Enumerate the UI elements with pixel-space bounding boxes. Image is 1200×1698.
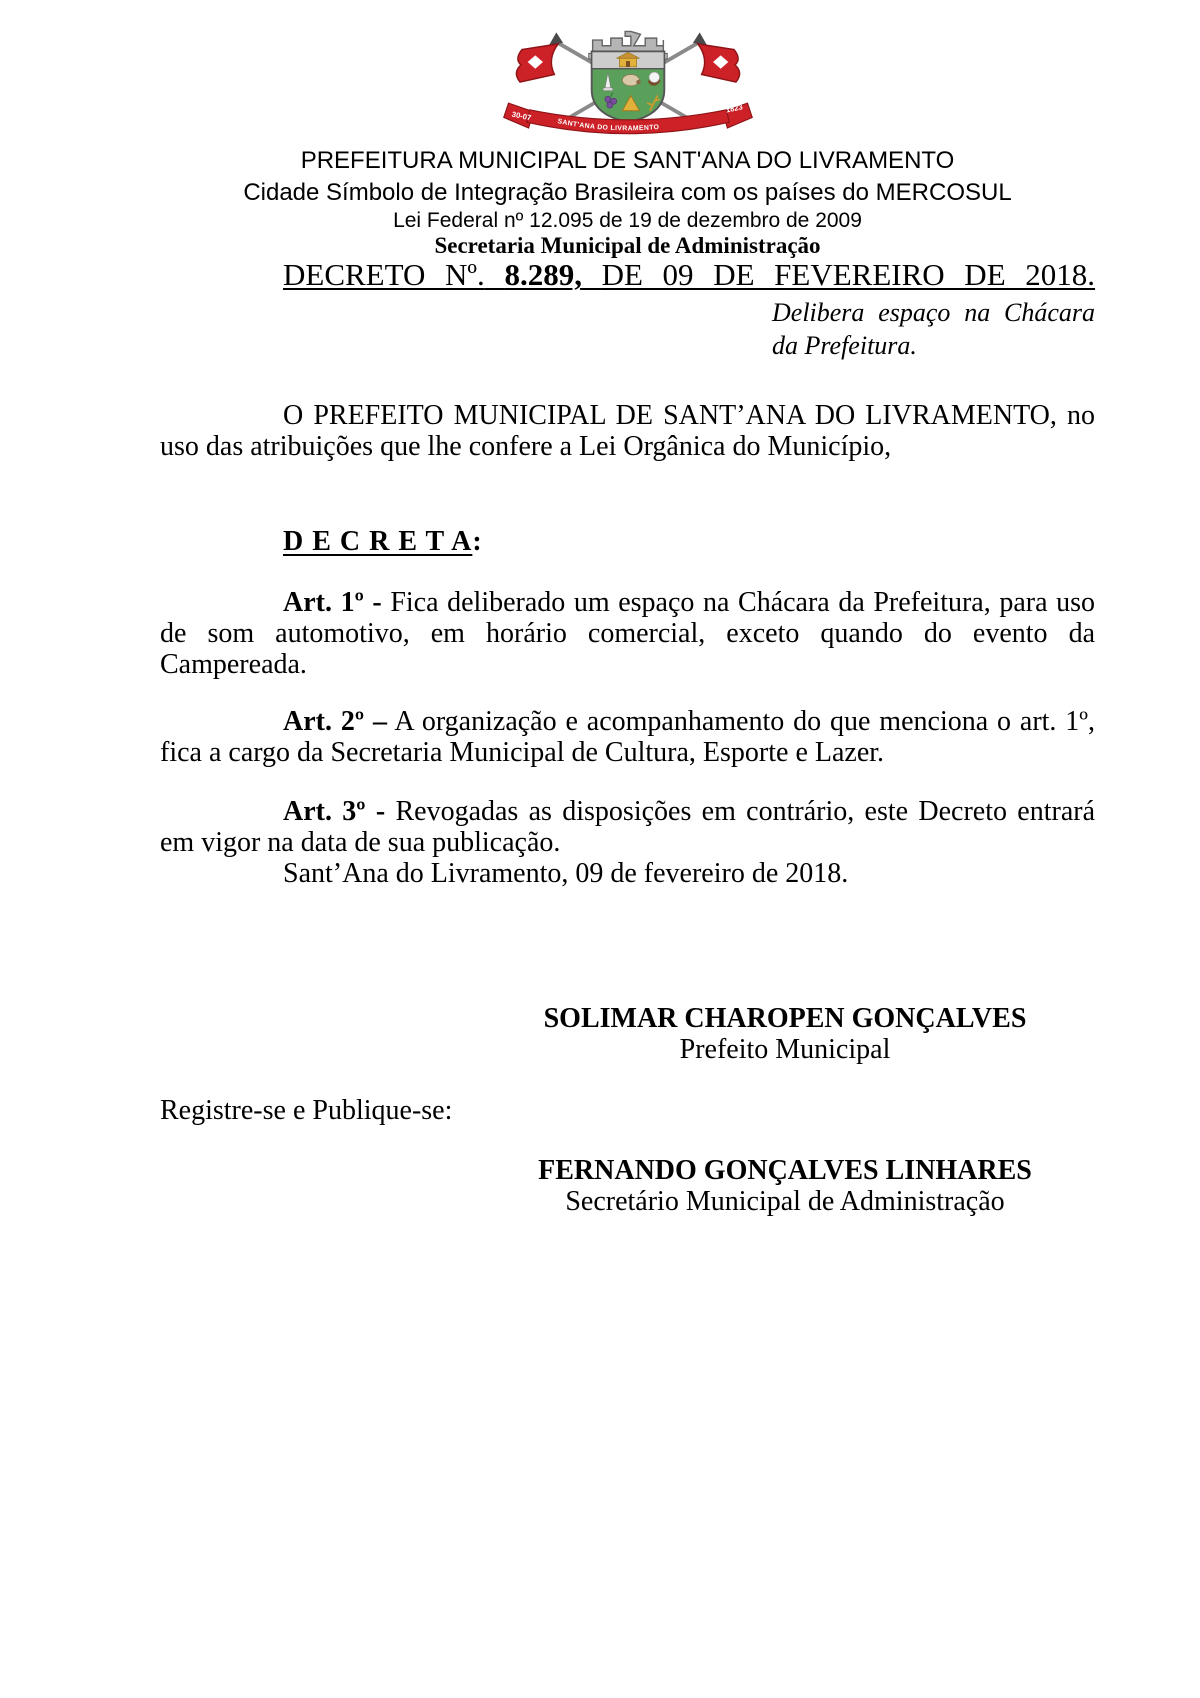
article-2-text: A organização e acompanhamento do que menciona o art. 1º, fica a cargo da Secretaria Municipal de Cultura, Esporte e Lazer.: [160, 706, 1095, 768]
dateline: Sant’Ana do Livramento, 09 de fevereiro de 2018.: [283, 858, 849, 889]
coat-of-arms-icon: [499, 28, 757, 140]
ribbon-right-text: 1823: [724, 102, 743, 115]
mayor-signature-block: [535, 1003, 1035, 1065]
ribbon-left-text: 30-07: [510, 109, 532, 123]
article-1-text: Fica deliberado um espaço na Chácara da Prefeitura, para uso de som automotivo, em horário comercial, exceto quando do evento da Campereada.: [160, 587, 1095, 680]
flag-icon: [516, 44, 558, 82]
article-1: [160, 587, 1095, 680]
decree-number: 8.289,: [504, 257, 582, 292]
article-3: [160, 796, 1095, 858]
decreta-heading-colon: :: [472, 526, 483, 557]
header-line-2: Cidade Símbolo de Integração Brasileira com os países do MERCOSUL: [243, 179, 1012, 206]
header-line-1: PREFEITURA MUNICIPAL DE SANT'ANA DO LIVRAMENTO: [300, 147, 955, 174]
emblem-row: [160, 0, 1095, 140]
article-3-label: Art. 3º -: [283, 796, 386, 827]
shield-icon: [591, 52, 664, 123]
article-1-label: Art. 1º -: [283, 587, 382, 618]
header-line-4: Secretaria Municipal de Administração: [434, 233, 821, 258]
secretary-role: Secretário Municipal de Administração: [565, 1186, 1005, 1217]
ementa-summary: Delibera espaço na Chácara da Prefeitura.: [772, 298, 1095, 360]
article-2: [160, 706, 1095, 768]
secretary-signature-block: [535, 1155, 1035, 1217]
header-line-3: Lei Federal nº 12.095 de 19 de dezembro de 2009: [393, 209, 862, 232]
secretary-name: FERNANDO GONÇALVES LINHARES: [538, 1155, 1032, 1186]
decree-title-suffix: DE 09 DE FEVEREIRO DE 2018.: [601, 257, 1096, 292]
register-publish-line: Registre-se e Publique-se:: [160, 1095, 453, 1126]
decree-title-prefix: DECRETO Nº.: [283, 257, 485, 292]
mayor-name: SOLIMAR CHAROPEN GONÇALVES: [543, 1003, 1027, 1034]
decree-title: [283, 259, 1095, 291]
ribbon-center-text: SANT'ANA DO LIVRAMENTO: [556, 118, 660, 133]
preamble-paragraph: O PREFEITO MUNICIPAL DE SANT’ANA DO LIVRAMENTO, no uso das atribuições que lhe confere a Lei Orgânica do Município,: [160, 400, 1095, 462]
mayor-role: Prefeito Municipal: [679, 1034, 891, 1065]
article-3-text: Revogadas as disposições em contrário, este Decreto entrará em vigor na data de sua publicação.: [160, 796, 1096, 858]
decreta-heading-text: D E C R E T A: [283, 526, 473, 557]
letterhead: [160, 145, 1095, 259]
article-2-label: Art. 2º –: [283, 706, 387, 737]
decreta-heading: [283, 526, 1095, 557]
